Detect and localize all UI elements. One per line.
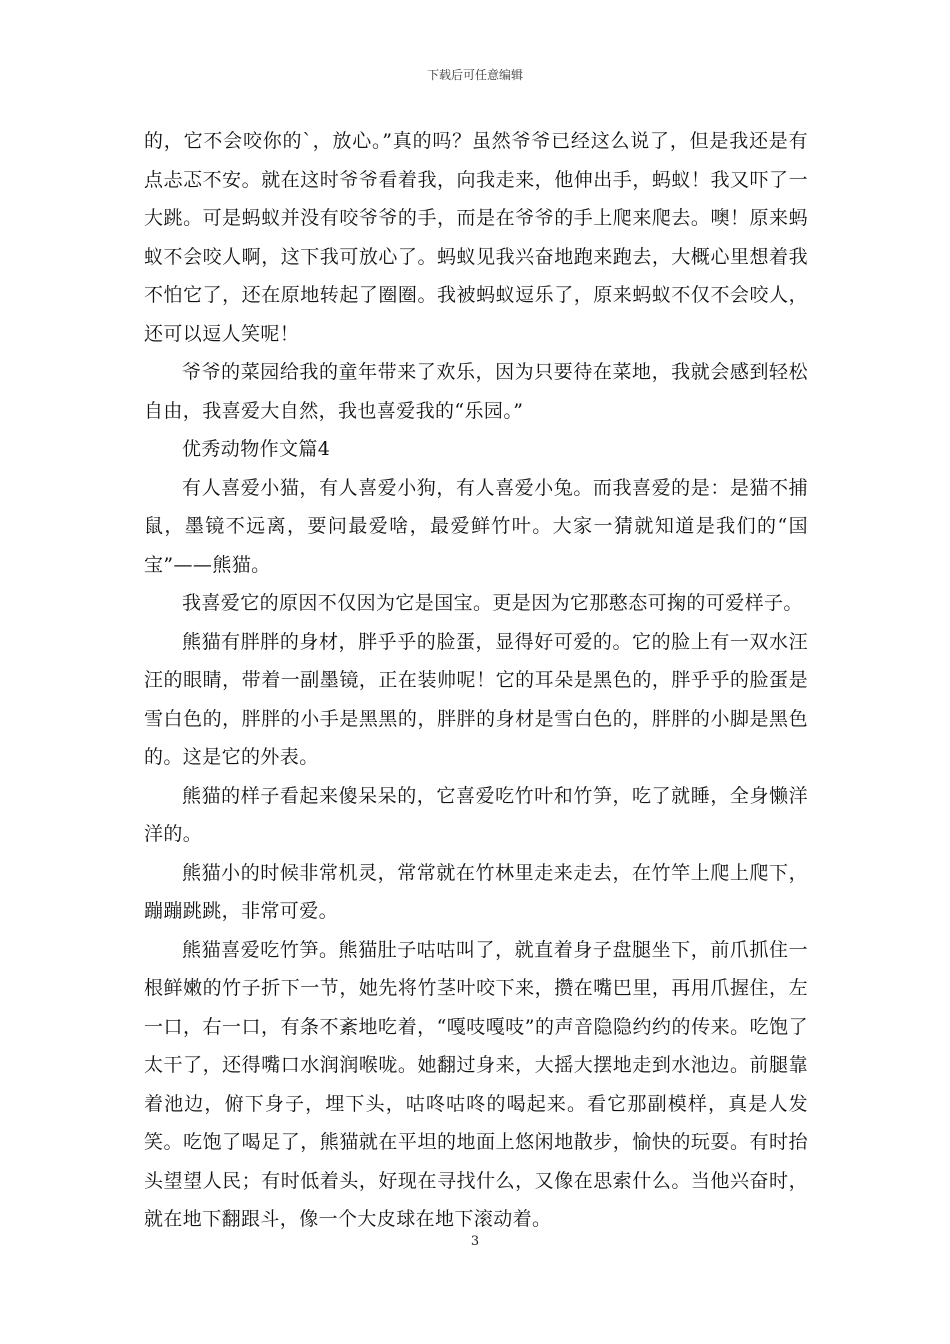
document-body [144, 122, 808, 1239]
page-header: 下载后可任意编辑 [426, 68, 523, 82]
paragraph: 爷爷的菜园给我的童年带来了欢乐，因为只要待在菜地，我就会感到轻松自由，我喜爱大自然，我也喜爱我的“乐园。” [144, 361, 808, 422]
paragraph: 熊猫有胖胖的身材，胖乎乎的脸蛋，显得好可爱的。它的脸上有一双水汪汪的眼睛，带着一副墨镜，正在装帅呢！它的耳朵是黑色的，胖乎乎的脸蛋是雪白色的，胖胖的小手是黑黑的，胖胖的身材是雪白色的，胖胖的小脚是黑色的。这是它的外表。 [144, 630, 808, 768]
page-number: 3 [470, 1234, 480, 1249]
paragraph-continued: 的，它不会咬你的`，放心。”真的吗？虽然爷爷已经这么说了，但是我还是有点忐忑不安。就在这时爷爷看着我，向我走来，他伸出手，蚂蚁！我又吓了一大跳。可是蚂蚁并没有咬爷爷的手，而是在爷爷的手上爬来爬去。噢！原来蚂蚁不会咬人啊，这下我可放心了。蚂蚁见我兴奋地跑来跑去，大概心里想着我不怕它了，还在原地转起了圈圈。我被蚂蚁逗乐了，原来蚂蚁不仅不会咬人，还可以逗人笑呢！ [144, 130, 808, 345]
paragraph: 熊猫小的时候非常机灵，常常就在竹林里走来走去，在竹竿上爬上爬下，蹦蹦跳跳，非常可爱。 [144, 861, 808, 922]
section-heading: 优秀动物作文篇4 [182, 438, 331, 460]
paragraph: 熊猫的样子看起来傻呆呆的，它喜爱吃竹叶和竹笋，吃了就睡，全身懒洋洋的。 [144, 784, 808, 845]
paragraph: 有人喜爱小猫，有人喜爱小狗，有人喜爱小兔。而我喜爱的是：是猫不捕鼠，墨镜不远离，要问最爱啥，最爱鲜竹叶。大家一猜就知道是我们的“国宝”——熊猫。 [144, 476, 808, 576]
paragraph: 熊猫喜爱吃竹笋。熊猫肚子咕咕叫了，就直着身子盘腿坐下，前爪抓住一根鲜嫩的竹子折下一节，她先将竹茎叶咬下来，攒在嘴巴里，再用爪握住，左一口，右一口，有条不紊地吃着，“嘎吱嘎吱”的声音隐隐约约的传来。吃饱了太干了，还得嘴口水润润喉咙。她翻过身来，大摇大摆地走到水池边。前腿靠着池边，俯下身子，埋下头，咕咚咕咚的喝起来。看它那副模样，真是人发笑。吃饱了喝足了，熊猫就在平坦的地面上悠闲地散步，愉快的玩耍。有时抬头望望人民；有时低着头，好现在寻找什么，又像在思索什么。当他兴奋时，就在地下翻跟斗，像一个大皮球在地下滚动着。 [144, 938, 808, 1230]
paragraph: 我喜爱它的原因不仅因为它是国宝。更是因为它那憨态可掬的可爱样子。 [182, 592, 803, 614]
